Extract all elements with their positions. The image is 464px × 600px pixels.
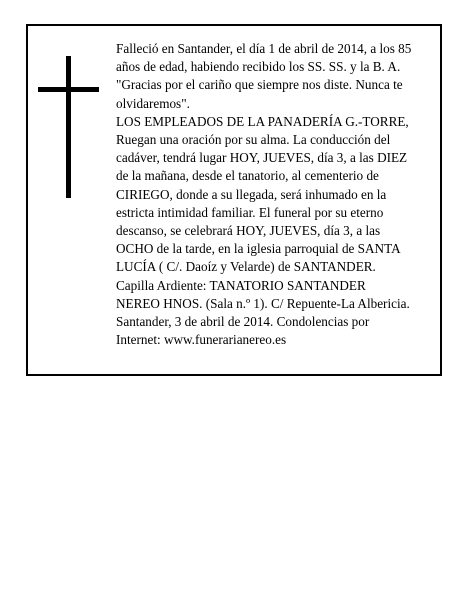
text-line: Ruegan una oración por su alma. La conducción del	[116, 132, 391, 148]
cross-horizontal-bar	[38, 87, 99, 92]
text-line: LOS EMPLEADOS DE LA PANADERÍA G.-TORRE,	[116, 113, 409, 129]
text-line: cadáver, tendrá lugar HOY, JUEVES, día 3, a las DIEZ	[116, 150, 408, 166]
text-line: estricta intimidad familiar. El funeral por su eterno	[116, 204, 384, 220]
text-line: CIRIEGO, donde a su llegada, será inhumado en la	[116, 186, 387, 202]
text-line: de la mañana, desde el tanatorio, al cementerio de	[116, 168, 379, 184]
text-line: Internet: www.funerarianereo.es	[116, 332, 287, 348]
text-line: Falleció en Santander, el día 1 de abril de 2014, a los 85	[116, 41, 412, 56]
text-line: Santander, 3 de abril de 2014. Condolencias por	[116, 314, 370, 330]
text-line: Capilla Ardiente: TANATORIO SANTANDER	[116, 277, 366, 293]
text-line: años de edad, habiendo recibido los SS. SS. y la B. A.	[116, 59, 401, 75]
obituary-notice	[26, 24, 442, 376]
obituary-text	[116, 40, 434, 349]
text-line: "Gracias por el cariño que siempre nos diste. Nunca te	[116, 77, 403, 93]
text-line: NEREO HNOS. (Sala n.º 1). C/ Repuente-La Albericia.	[116, 295, 410, 311]
text-line: OCHO de la tarde, en la iglesia parroquial de SANTA	[116, 241, 401, 257]
text-line: olvidaremos".	[116, 95, 190, 111]
text-line: descanso, se celebrará HOY, JUEVES, día 3, a las	[116, 223, 381, 239]
text-line: LUCÍA ( C/. Daoíz y Velarde) de SANTANDER.	[116, 259, 376, 275]
cross-vertical-bar	[66, 56, 71, 198]
